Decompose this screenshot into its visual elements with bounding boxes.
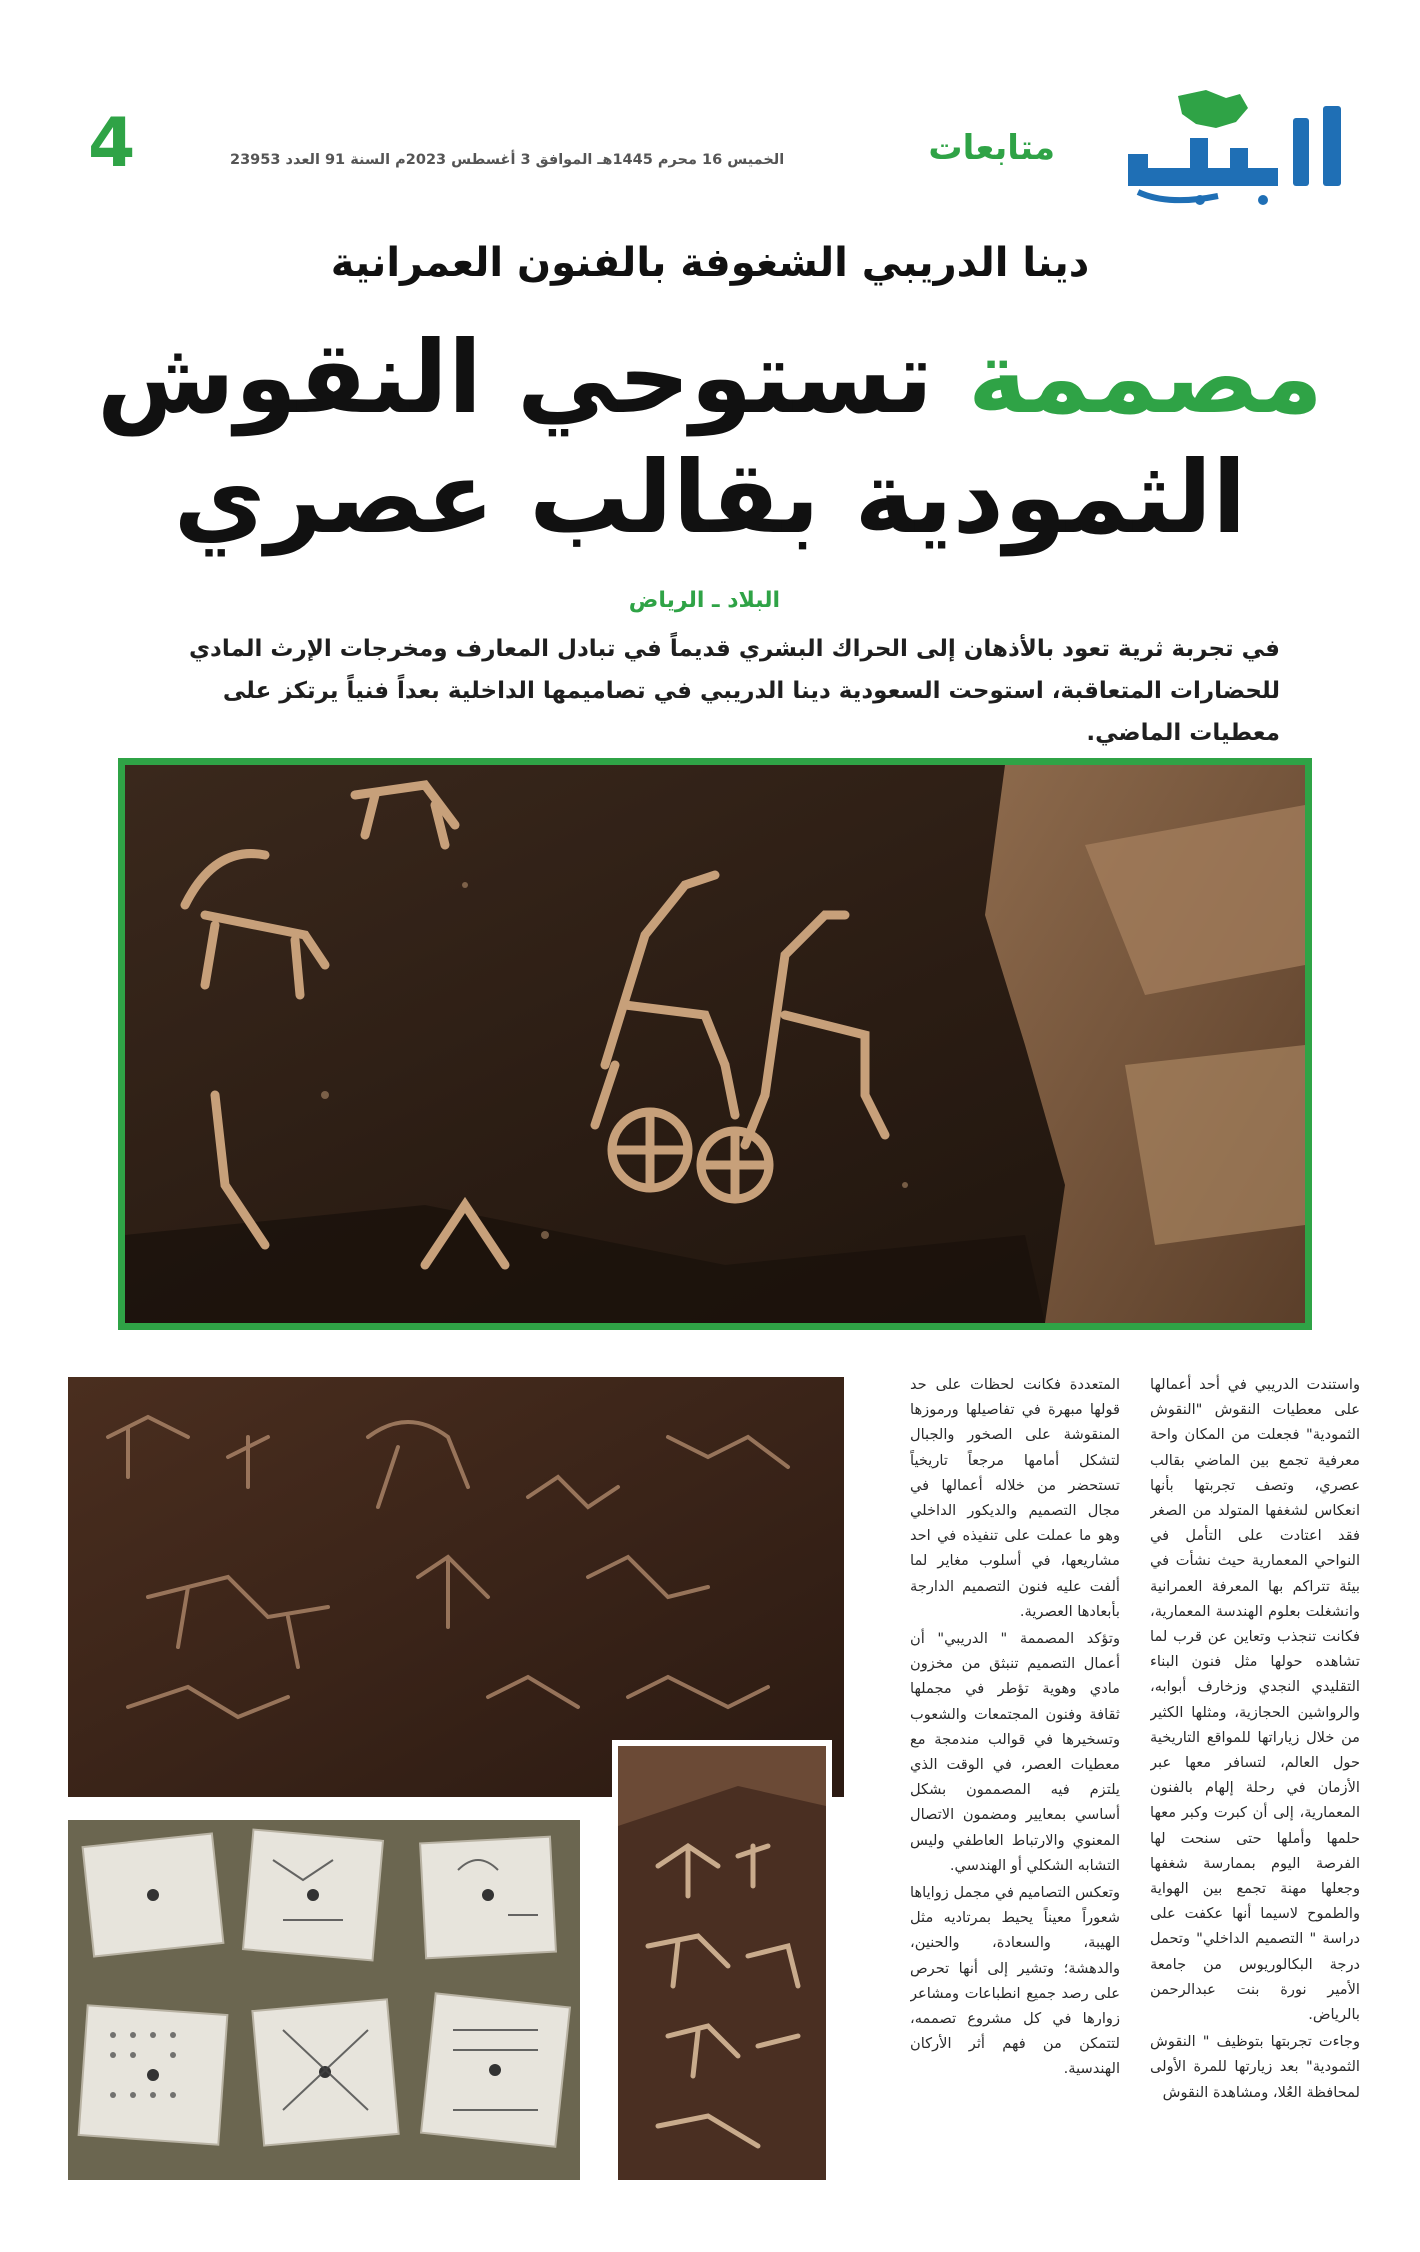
- body-paragraph: المتعددة فكانت لحظات على حد قولها مبهرة في تفاصيلها ورموزها المنقوشة على الصخور والجبال لتشكل أمامها مرجعاً تاريخياً تستحضر من خلاله أعمالها في مجال التصميم والديكور الداخلي وهو ما عملت على تنفيذه في احد مشاريعها، في أسلوب مغاير لما ألفت عليه فنون التصميم الدارجة بأبعادها العصرية.: [910, 1376, 1120, 1620]
- photo-design-samples[interactable]: [68, 1820, 580, 2180]
- section-label: متابعات: [928, 128, 1055, 168]
- photo-inscriptions-wall[interactable]: [68, 1377, 844, 1797]
- body-paragraph: واستندت الدريبي في أحد أعمالها على معطيات النقوش "النقوش الثمودية" فجعلت من المكان واحة معرفية تجمع بين الماضي بقالب عصري، وتصف تجربتها بأنها انعكاس لشغفها المتولد من الصغر فقد اعتادت على التأمل في النواحي المعمارية حيث نشأت في بيئة تتراكم بها المعرفة العمرانية وانشغلت بعلوم الهندسة المعمارية، فكانت تنجذب وتعاين عن قرب لما تشاهده حولها مثل فنون البناء التقليدي النجدي وزخارف أبوابه، والرواشين الحجازية، ومثلها الكثير من خلال زياراتها للمواقع التاريخية حول العالم، لتسافر معها عبر الأزمان في رحلة إلهام بالفنون المعمارية، إلى أن كبرت وكبر معها حلمها وأملها حتى سنحت لها الفرصة اليوم بممارسة شغفها وجعلها مهنة تجمع بين الهواية والطموح لاسيما أنها عكفت على دراسة " التصميم الداخلي" وتحمل درجة البكالوريوس من جامعة الأمير نورة بنت عبدالرحمن بالرياض.: [1150, 1376, 1360, 2024]
- rock-art-image: [125, 765, 1305, 1323]
- body-paragraph: وجاءت تجربتها بتوظيف " النقوش الثمودية" بعد زيارتها للمرة الأولى لمحافظة العُلا، ومشاهدة النقوش: [1150, 2033, 1360, 2101]
- main-photo-rock-carvings[interactable]: [118, 758, 1312, 1330]
- photo-rock-closeup[interactable]: [618, 1746, 826, 2180]
- body-paragraph: وتعكس التصاميم في مجمل زواياها شعوراً معيناً يحيط بمرتاديه مثل الهيبة، والسعادة، والحنين، والدهشة؛ وتشير إلى أنها تحرص على رصد جميع انطباعات ومشاعر زوارها في كل مشروع تصممه، لتتمكن من فهم أثر الأركان الهندسية.: [910, 1884, 1120, 2078]
- headline-accent-word: مصممة: [967, 319, 1324, 436]
- page-number: 4: [88, 104, 136, 183]
- inscriptions-image: [68, 1377, 844, 1797]
- article-kicker: دينا الدريبي الشغوفة بالفنون العمرانية: [330, 240, 1090, 286]
- newspaper-logo[interactable]: [1108, 88, 1358, 208]
- body-paragraph: وتؤكد المصممة " الدريبي" أن أعمال التصميم تنبثق من مخزون مادي وهوية تؤطر في مجملها ثقافة وفنون المجتمعات والشعوب وتسخيرها في قوالب مندمجة مع معطيات العصر، في الوقت الذي يلتزم فيه المصممون بشكل أساسي بمعايير ومضمون الاتصال المعنوي والارتباط العاطفي وليس التشابه الشكلي أو الهندسي.: [910, 1630, 1120, 1874]
- rock-closeup-image: [618, 1746, 826, 2180]
- headline-line2: الثمودية بقالب عصري: [173, 439, 1247, 556]
- design-samples-image: [68, 1820, 580, 2180]
- lead-paragraph: في تجربة ثرية تعود بالأذهان إلى الحراك البشري قديماً في تبادل المعارف ومخرجات الإرث المادي للحضارات المتعاقبة، استوحت السعودية دينا الدريبي في تصاميمها الداخلية بعداً فنياً يرتكز على معطيات الماضي.: [188, 636, 1280, 746]
- headline-line1: تستوحي النقوش: [96, 319, 934, 436]
- body-column-left: [910, 1372, 1120, 2192]
- byline: البلاد ـ الرياض: [628, 588, 780, 613]
- masthead: [0, 80, 1420, 210]
- body-column-right: [1150, 1372, 1360, 2192]
- logo-mark-icon: [1108, 88, 1358, 208]
- article-headline: [40, 318, 1380, 558]
- dateline: الخميس 16 محرم 1445هـ الموافق 3 أغسطس 2023م السنة 91 العدد 23953: [230, 152, 785, 168]
